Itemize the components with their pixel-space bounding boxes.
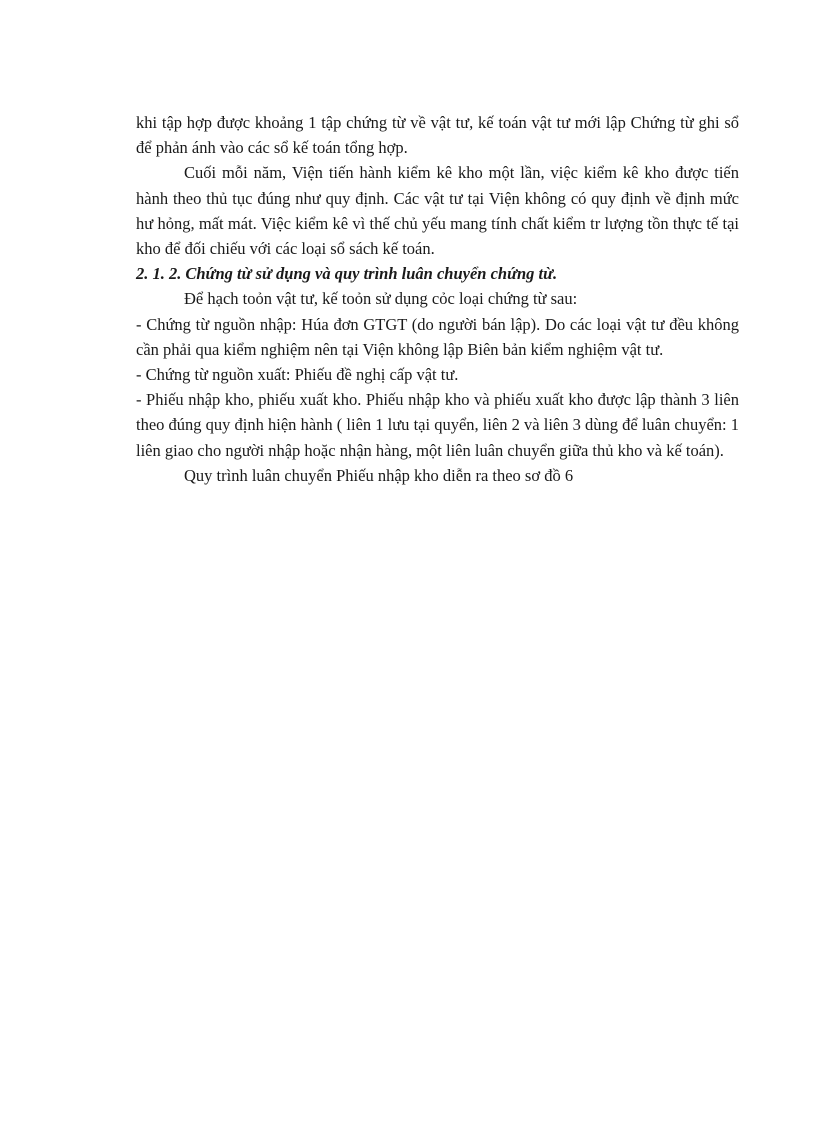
paragraph-1: khi tập hợp được khoảng 1 tập chứng từ về vật tư, kế toán vật tư mới lập Chứng từ ghi sổ để phản ánh vào các sổ kế toán tổng hợp. [136,113,739,158]
paragraph-process: Quy trình luân chuyển Phiếu nhập kho diễn ra theo sơ đồ 6 [184,465,574,485]
paragraph-export-docs: - Chứng từ nguồn xuất: Phiếu đề nghị cấp vật tư. [136,365,459,385]
document-body [136,110,739,488]
paragraph-warehouse-slips: - Phiếu nhập kho, phiếu xuất kho. Phiếu nhập kho và phiếu xuất kho được lập thành 3 liên theo đúng quy định hiện hành ( liên 1 lưu tại quyển, liên 2 và liên 3 dùng để luân chuyển: 1 liên giao cho người nhập hoặc nhận hàng, một liên luân chuyển giữa thủ kho và kế toán). [136,390,739,460]
paragraph-import-docs: - Chứng từ nguồn nhập: Húa đơn GTGT (do người bán lập). Do các loại vật tư đều không cần phải qua kiểm nghiệm nên tại Viện không lập Biên bản kiểm nghiệm vật tư. [136,314,739,359]
section-title: Chứng từ sử dụng và quy trình luân chuyển chứng từ. [185,264,558,284]
paragraph-2: Cuối mỗi năm, Viện tiến hành kiểm kê kho một lần, việc kiểm kê kho được tiến hành theo thủ tục đúng như quy định. Các vật tư tại Viện không có quy định về định mức hư hỏng, mất mát. Việc kiểm kê vì thế chủ yếu mang tính chất kiểm tr lượng tồn thực tế tại kho để đối chiếu với các loại sổ sách kế toán. [136,163,739,259]
paragraph-intro: Để hạch toỏn vật tư, kế toỏn sử dụng cỏc loại chứng từ sau: [184,289,578,309]
section-heading [136,261,739,286]
section-number: 2. 1. 2. [136,264,182,284]
